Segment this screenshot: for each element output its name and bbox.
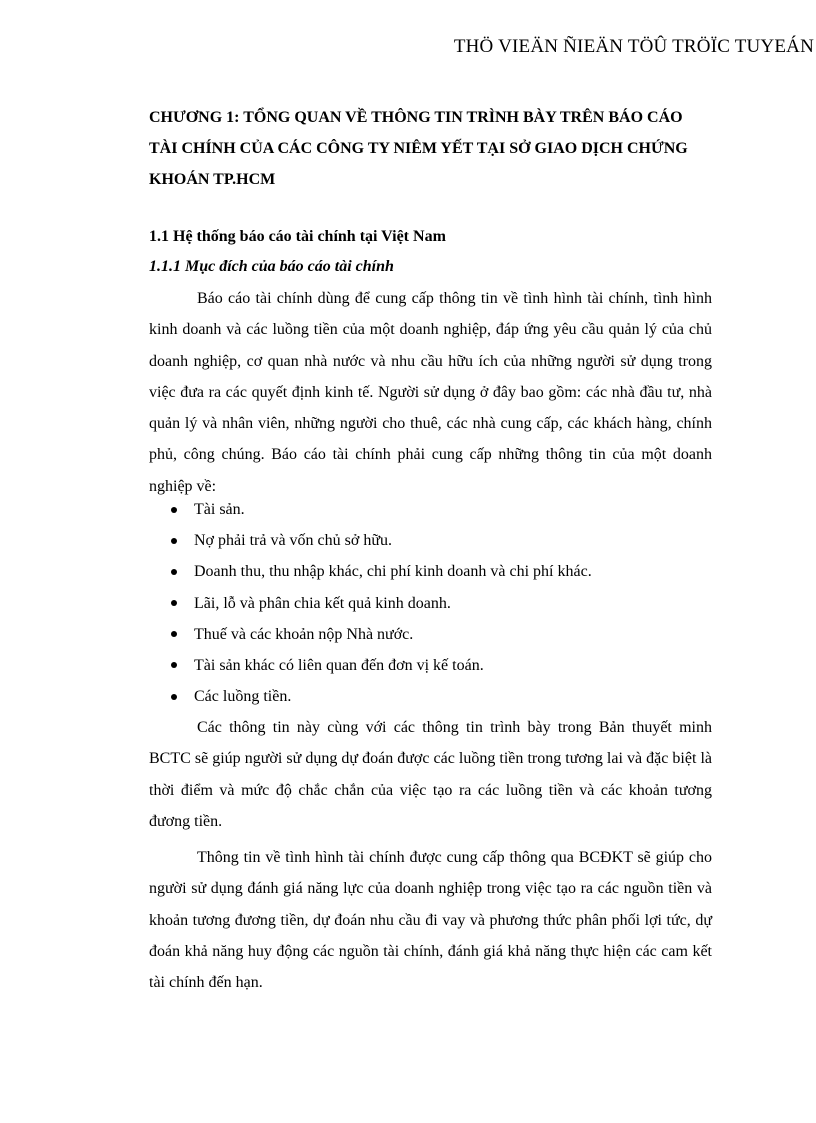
list-item-text: Lãi, lỗ và phân chia kết quả kinh doanh. <box>194 594 451 612</box>
list-item <box>149 619 592 650</box>
bullet-icon <box>171 569 177 575</box>
list-item-text: Tài sản. <box>194 501 245 518</box>
list-item-text: Nợ phải trả và vốn chủ sở hữu. <box>194 532 392 550</box>
subsection-heading: 1.1.1 Mục đích của báo cáo tài chính <box>149 258 394 275</box>
bullet-icon <box>171 600 177 606</box>
list-item-text: Thuế và các khoản nộp Nhà nước. <box>194 625 414 643</box>
bullet-icon <box>171 631 177 637</box>
paragraph-balance-sheet-info: Thông tin về tình hình tài chính được cung cấp thông qua BCĐKT sẽ giúp cho người sử dụng đánh giá năng lực của doanh nghiệp trong việc tạo ra các nguồn tiền và khoản tương đương tiền, dự đoán nhu cầu đi vay và phương thức phân phối lợi tức, dự đoán khả năng huy động các nguồn tài chính, đánh giá khả năng thực hiện các cam kết tài chính đến hạn. <box>149 849 712 992</box>
paragraph-cashflow-info: Các thông tin này cùng với các thông tin trình bày trong Bản thuyết minh BCTC sẽ giúp người sử dụng dự đoán được các luồng tiền trong tương lai và đặc biệt là thời điểm và mức độ chắc chắn của việc tạo ra các luồng tiền và các khoản tương đương tiền. <box>149 719 712 830</box>
list-item <box>149 494 592 525</box>
bullet-icon <box>171 694 177 700</box>
list-item <box>149 588 592 619</box>
bullet-icon <box>171 507 177 513</box>
list-item-text: Tài sản khác có liên quan đến đơn vị kế toán. <box>194 656 484 674</box>
chapter-title-line-3: KHOÁN TP.HCM <box>149 171 276 188</box>
list-item <box>149 556 592 587</box>
chapter-title-line-2: TÀI CHÍNH CỦA CÁC CÔNG TY NIÊM YẾT TẠI SỞ GIAO DỊCH CHỨNG <box>149 140 688 157</box>
bullet-icon <box>171 662 177 668</box>
chapter-title-line-1: CHƯƠNG 1: TỔNG QUAN VỀ THÔNG TIN TRÌNH BÀY TRÊN BÁO CÁO <box>149 109 683 126</box>
section-heading: 1.1 Hệ thống báo cáo tài chính tại Việt Nam <box>149 228 446 245</box>
list-item <box>149 650 592 681</box>
page-header: THÖ VIEÄN ÑIEÄN TÖÛ TRÖÏC TUYEÁN <box>453 36 814 57</box>
bullet-icon <box>171 538 177 544</box>
bullet-list <box>149 494 592 712</box>
list-item <box>149 681 592 712</box>
list-item <box>149 525 592 556</box>
paragraph-purpose: Báo cáo tài chính dùng để cung cấp thông tin về tình hình tài chính, tình hình kinh doanh và các luồng tiền của một doanh nghiệp, đáp ứng yêu cầu quản lý của chủ doanh nghiệp, cơ quan nhà nước và nhu cầu hữu ích của những người sử dụng trong việc đưa ra các quyết định kinh tế. Người sử dụng ở đây bao gồm: các nhà đầu tư, nhà quản lý và nhân viên, những người cho thuê, các nhà cung cấp, các khách hàng, chính phủ, công chúng. Báo cáo tài chính phải cung cấp những thông tin của một doanh nghiệp về: <box>149 290 712 495</box>
page-content <box>149 102 712 992</box>
chapter-title <box>149 102 712 195</box>
list-item-text: Các luồng tiền. <box>194 688 292 706</box>
list-item-text: Doanh thu, thu nhập khác, chi phí kinh doanh và chi phí khác. <box>194 563 592 581</box>
